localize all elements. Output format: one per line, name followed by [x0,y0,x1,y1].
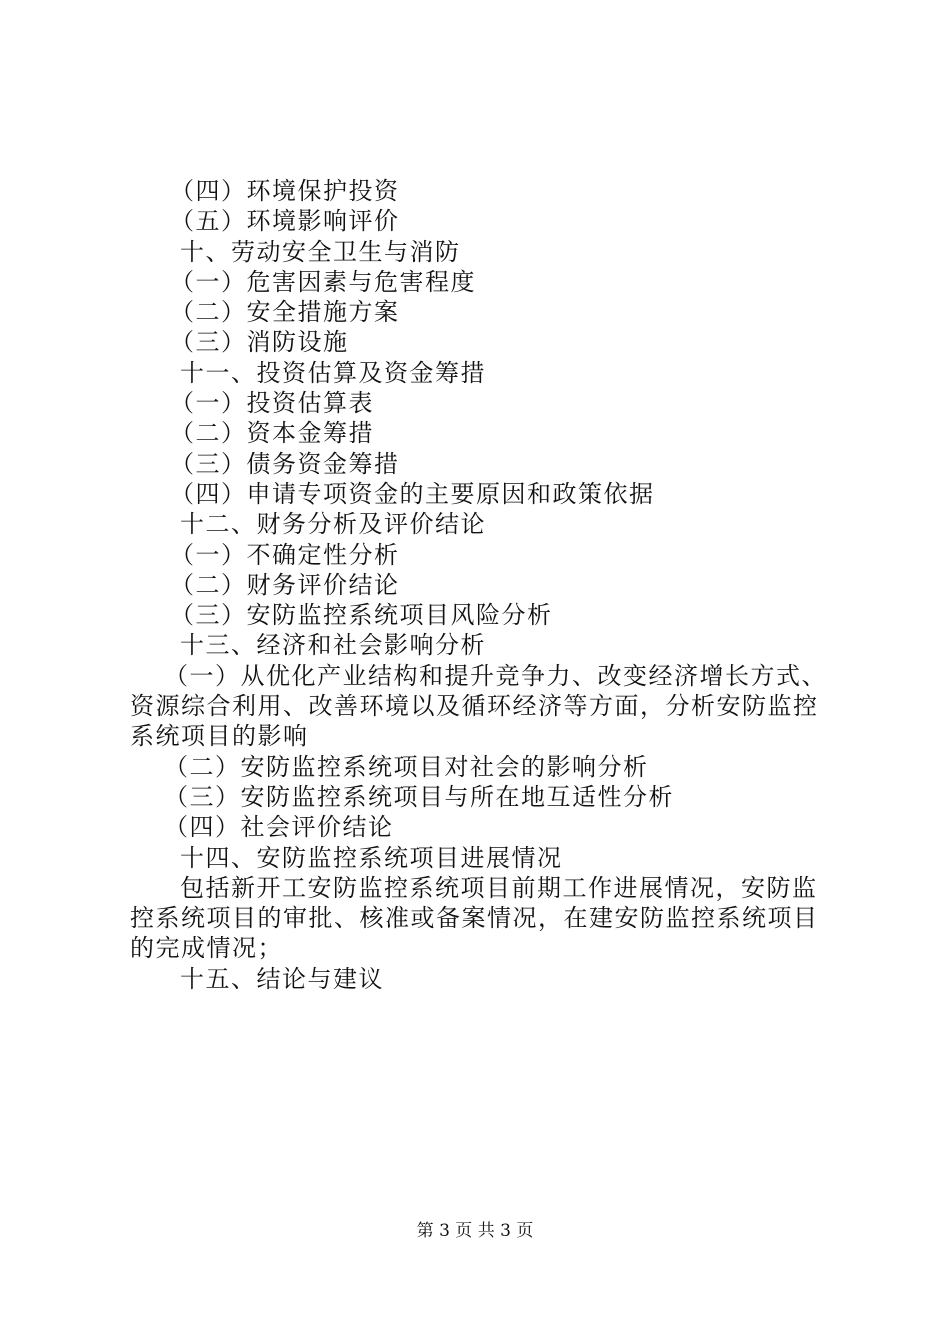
text-line: （一）投资估算表 [170,389,374,418]
text-line: （五）环境影响评价 [170,207,400,236]
text-line: 十一、投资估算及资金筹措 [180,358,486,387]
text-line: 的完成情况； [130,934,283,963]
text-line: 十、劳动安全卫生与消防 [180,237,461,266]
text-line: （三）安防监控系统项目与所在地互适性分析 [164,782,674,811]
page-footer: 第 3 页 共 3 页 [416,1221,534,1241]
text-line: 十四、安防监控系统项目进展情况 [180,843,563,872]
text-line: （四）申请专项资金的主要原因和政策依据 [170,479,655,508]
text-line: 十二、财务分析及评价结论 [180,510,486,539]
text-line: （一）从优化产业结构和提升竞争力、改变经济增长方式、 [164,661,827,690]
text-line: （二）安全措施方案 [170,298,400,327]
text-line: （一）危害因素与危害程度 [170,267,476,296]
text-line: （三）债务资金筹措 [170,449,400,478]
text-line: （二）资本金筹措 [170,419,374,448]
text-line: （二）安防监控系统项目对社会的影响分析 [164,752,649,781]
text-line: （一）不确定性分析 [170,540,400,569]
text-line: 资源综合利用、改善环境以及循环经济等方面，分析安防监控 [130,692,819,721]
text-line: 系统项目的影响 [130,722,309,751]
text-line: （四）环境保护投资 [170,177,400,205]
text-line: 十五、结论与建议 [180,964,384,993]
text-line: （四）社会评价结论 [164,813,394,842]
text-line: 控系统项目的审批、核准或备案情况，在建安防监控系统项目 [130,904,819,933]
document-body [130,176,840,994]
text-line: 包括新开工安防监控系统项目前期工作进展情况，安防监 [180,873,818,902]
text-line: 十三、经济和社会影响分析 [180,631,486,660]
text-line: （三）安防监控系统项目风险分析 [170,601,553,630]
text-line: （三）消防设施 [170,328,349,357]
text-line: （二）财务评价结论 [170,570,400,599]
